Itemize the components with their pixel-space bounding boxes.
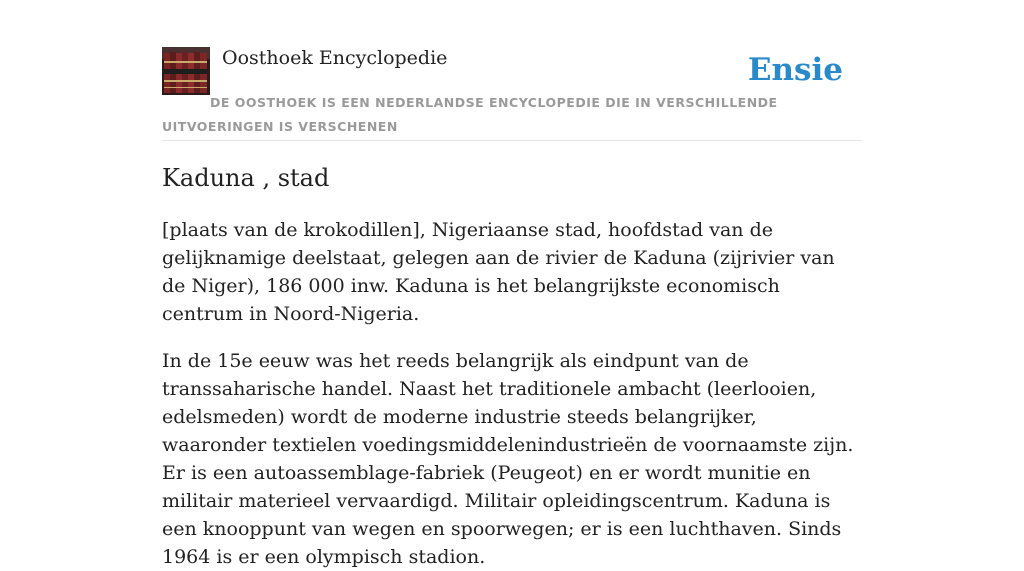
site-tagline: DE OOSTHOEK IS EEN NEDERLANDSE ENCYCLOPEDIE DIE IN VERSCHILLENDE UITVOERINGEN IS VERSCHENEN xyxy=(162,95,778,134)
brand-logo[interactable]: Ensie xyxy=(747,52,843,88)
article-paragraph: In de 15e eeuw was het reeds belangrijk als eindpunt van de transsaharische handel. Naast het traditionele ambacht (leerlooien, edelsmeden) wordt de moderne industrie steeds belangrijker, waaronder textielen voedingsmiddelenindustrieën de voornaamste zijn. Er is een autoassemblage-fabriek (Peugeot) en er wordt munitie en militair materieel vervaardigd. Militair opleidingscentrum. Kaduna is een knooppunt van wegen en spoorwegen; er is een luchthaven. Sinds 1964 is er een olympisch stadion. xyxy=(162,350,854,568)
site-header xyxy=(162,46,862,141)
bookshelf-avatar-icon xyxy=(162,47,210,95)
site-name[interactable]: Oosthoek Encyclopedie xyxy=(222,47,448,69)
article-paragraph: [plaats van de krokodillen], Nigeriaanse stad, hoofdstad van de gelijknamige deelstaat, gelegen aan de rivier de Kaduna (zijrivier van de Niger), 186 000 inw. Kaduna is het belangrijkste economisch centrum in Noord-Nigeria. xyxy=(162,219,835,325)
site-avatar[interactable] xyxy=(162,47,210,95)
article-title: Kaduna , stad xyxy=(162,164,330,192)
article xyxy=(162,162,862,571)
